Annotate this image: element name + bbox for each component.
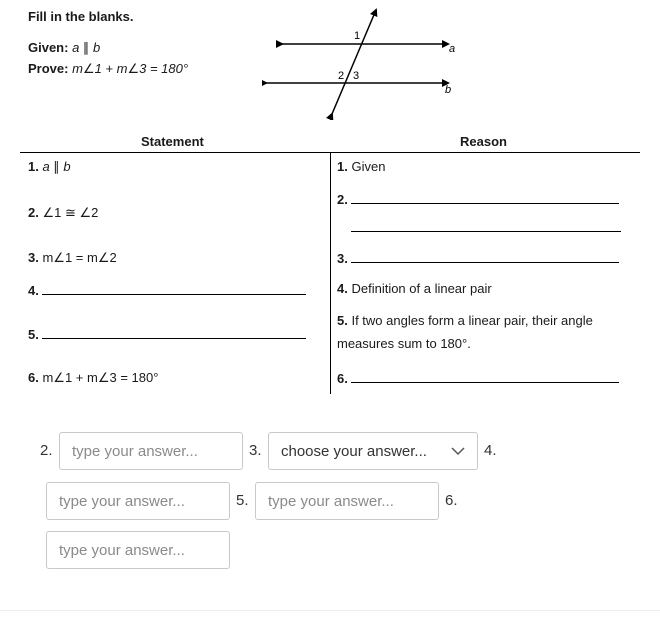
statement-1-text: a ∥ b <box>42 159 71 174</box>
reason-5-line2 <box>337 336 471 351</box>
statement-6-text: m∠1 + m∠3 = 180° <box>42 370 159 385</box>
answer-2-label: 2. <box>40 442 53 459</box>
statement-2 <box>28 205 98 221</box>
reason-6-blank <box>351 369 619 383</box>
prove-line <box>28 61 188 77</box>
statement-4 <box>28 281 306 298</box>
answer-3-select-value: choose your answer... <box>281 442 427 460</box>
prove-value: m∠1 + m∠3 = 180° <box>72 61 189 76</box>
reason-3-num: 3. <box>337 251 348 266</box>
reason-4-num: 4. <box>337 281 348 296</box>
statement-6-num: 6. <box>28 370 39 385</box>
reason-5-text-line1: If two angles form a linear pair, their angle <box>351 313 593 328</box>
statement-4-blank <box>42 281 306 295</box>
answer-4-label: 4. <box>484 442 497 459</box>
table-column-divider <box>330 152 331 394</box>
angle-label-1: 1 <box>354 30 361 42</box>
reason-6-num: 6. <box>337 371 348 386</box>
statement-2-text: ∠1 ≅ ∠2 <box>42 205 99 220</box>
reason-1-text: Given <box>351 159 386 174</box>
reason-6 <box>337 369 619 386</box>
reason-5-text-line2: measures sum to 180°. <box>337 336 471 351</box>
answer-6-input[interactable] <box>46 531 230 569</box>
answer-5-input[interactable] <box>255 482 439 520</box>
answer-6-label: 6. <box>445 492 458 509</box>
reason-1-num: 1. <box>337 159 348 174</box>
reason-header: Reason <box>460 134 507 149</box>
statement-5-blank <box>42 325 306 339</box>
given-label: Given: <box>28 40 69 55</box>
angle-label-2: 2 <box>338 70 345 82</box>
reason-4 <box>337 281 492 296</box>
statement-3-num: 3. <box>28 250 39 265</box>
statement-4-num: 4. <box>28 283 39 298</box>
chevron-down-icon <box>451 446 465 456</box>
instruction-text: Fill in the blanks. <box>28 9 134 24</box>
statement-5-num: 5. <box>28 327 39 342</box>
reason-3-blank <box>351 249 619 263</box>
statement-1-num: 1. <box>28 159 39 174</box>
statement-1 <box>28 159 71 175</box>
reason-2-num: 2. <box>337 192 348 207</box>
statement-2-num: 2. <box>28 205 39 220</box>
reason-2-blank <box>351 190 619 204</box>
statement-6 <box>28 370 158 386</box>
reason-2-blank-line-2 <box>351 231 621 232</box>
reason-1 <box>337 159 385 174</box>
parallel-lines-diagram <box>262 0 462 120</box>
statement-3 <box>28 250 117 266</box>
statement-5 <box>28 325 306 342</box>
given-line <box>28 40 100 56</box>
page-bottom-divider <box>0 610 660 611</box>
given-value: a ∥ b <box>72 40 101 55</box>
reason-3 <box>337 249 619 266</box>
line-label-b: b <box>445 84 452 96</box>
answer-2-input[interactable] <box>59 432 243 470</box>
prove-label: Prove: <box>28 61 69 76</box>
reason-5-num: 5. <box>337 313 348 328</box>
statement-3-text: m∠1 = m∠2 <box>42 250 117 265</box>
answer-5-label: 5. <box>236 492 249 509</box>
transversal-line <box>332 10 376 114</box>
line-label-a: a <box>449 43 456 55</box>
reason-5 <box>337 313 593 328</box>
statement-header: Statement <box>141 134 204 149</box>
reason-2 <box>337 190 619 207</box>
answer-3-select[interactable] <box>268 432 478 470</box>
angle-label-3: 3 <box>353 70 360 82</box>
answer-3-label: 3. <box>249 442 262 459</box>
answer-4-input[interactable] <box>46 482 230 520</box>
reason-4-text: Definition of a linear pair <box>351 281 492 296</box>
